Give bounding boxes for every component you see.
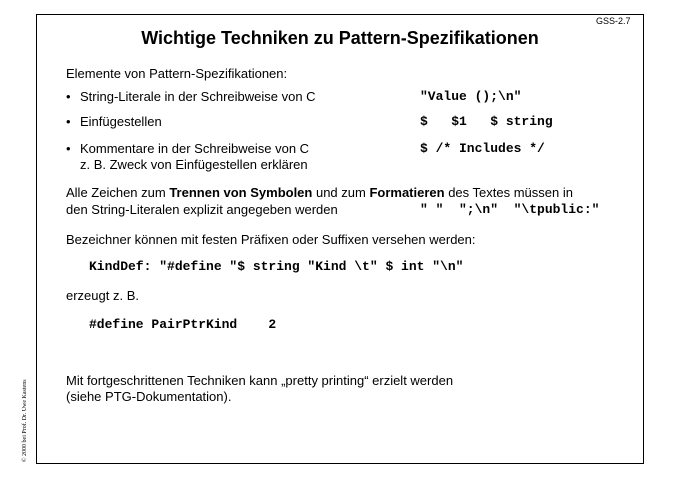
- page-id: GSS-2.7: [596, 16, 631, 26]
- bullet-1-code: "Value ();\n": [420, 89, 522, 104]
- paragraph-pretty-printing-line2: (siehe PTG-Dokumentation).: [66, 389, 232, 404]
- para1-bold-separators: Trennen von Symbolen: [169, 185, 313, 200]
- code-example-define: #define PairPtrKind 2: [89, 317, 277, 332]
- bullet-2-code: $ $1 $ string: [420, 114, 553, 129]
- bullet-dot: •: [66, 89, 71, 104]
- paragraph-pretty-printing: Mit fortgeschrittenen Techniken kann „pretty printing“ erzielt werden: [66, 373, 454, 388]
- intro-text: Elemente von Pattern-Spezifikationen:: [66, 66, 288, 81]
- bullet-dot: •: [66, 141, 71, 156]
- bullet-3-text: Kommentare in der Schreibweise von C: [80, 141, 310, 156]
- bullet-dot: •: [66, 114, 71, 129]
- separators-code: " " ";\n" "\tpublic:": [420, 202, 600, 217]
- bullet-2-text: Einfügestellen: [80, 114, 162, 129]
- bullet-3-text-line2: z. B. Zweck von Einfügestellen erklären: [80, 157, 308, 172]
- slide-title: Wichtige Techniken zu Pattern-Spezifikationen: [141, 28, 539, 48]
- code-example-kinddef: KindDef: "#define "$ string "Kind \t" $ int "\n": [89, 259, 464, 274]
- paragraph-identifiers: Bezeichner können mit festen Präfixen oder Suffixen versehen werden:: [66, 232, 476, 247]
- para1-part-e: des Textes müssen in: [444, 185, 573, 200]
- paragraph-separators: [66, 185, 573, 201]
- bullet-1-text: String-Literale in der Schreibweise von C: [80, 89, 316, 104]
- para1-part-c: und zum: [312, 185, 370, 200]
- copyright-notice: © 2000 bei Prof. Dr. Uwe Kastens: [22, 379, 28, 462]
- para1-bold-formatting: Formatieren: [369, 185, 445, 200]
- paragraph-produces: erzeugt z. B.: [66, 288, 139, 303]
- para1-part-a: Alle Zeichen zum: [66, 185, 170, 200]
- bullet-3-code: $ /* Includes */: [420, 141, 545, 156]
- paragraph-separators-line2: den String-Literalen explizit angegeben werden: [66, 202, 338, 217]
